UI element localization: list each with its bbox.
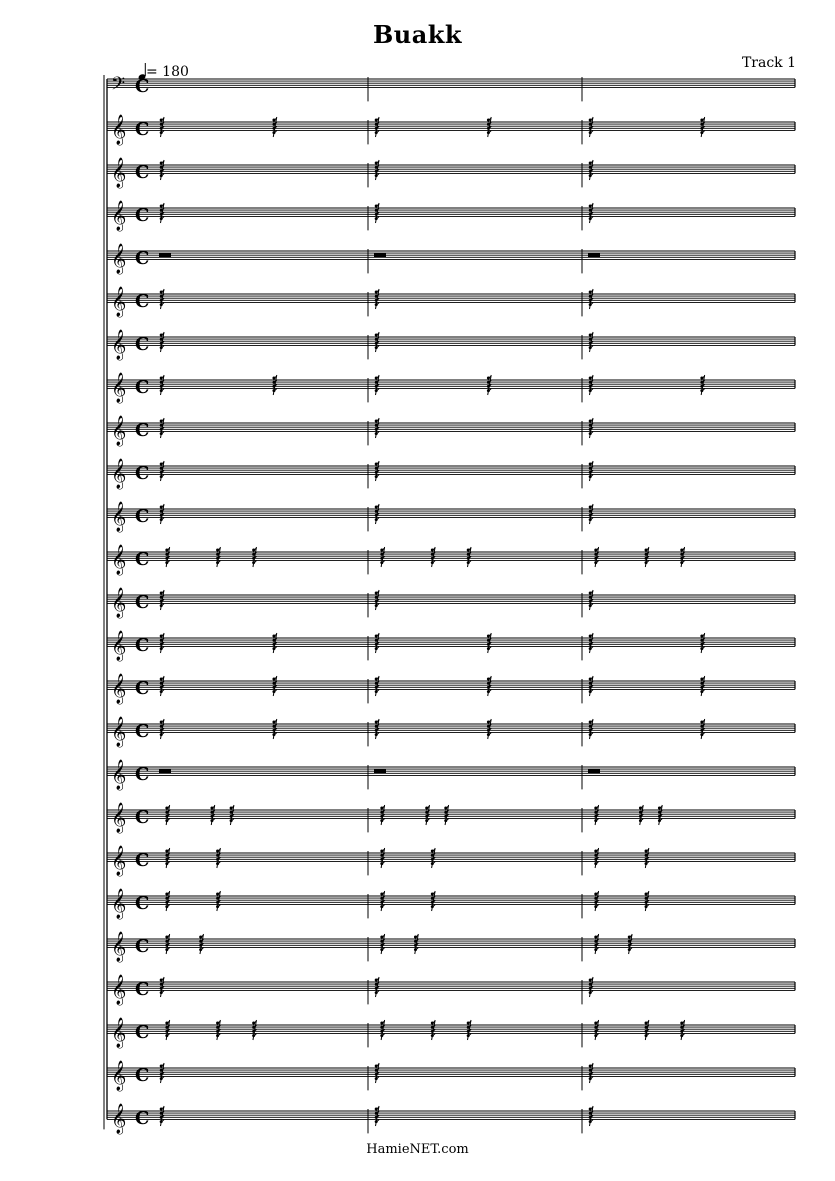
svg-text:𝄞: 𝄞 <box>111 760 127 790</box>
rest-symbol <box>589 375 593 395</box>
treble-clef-icon <box>111 114 126 146</box>
svg-text:𝄞: 𝄞 <box>111 717 127 747</box>
svg-text:𝄞: 𝄞 <box>111 330 127 360</box>
time-signature: C <box>135 248 150 269</box>
rest-symbol <box>272 676 276 696</box>
rest-symbol <box>645 848 649 868</box>
staff <box>107 74 795 101</box>
rest-symbol <box>380 805 384 825</box>
rest-symbol <box>487 375 491 395</box>
time-signature: C <box>135 76 150 97</box>
rest-symbol <box>216 848 220 868</box>
svg-text:𝄢: 𝄢 <box>111 74 126 99</box>
rest-symbol <box>589 1063 593 1083</box>
treble-clef-icon <box>111 974 126 1006</box>
rest-symbol <box>645 1020 649 1040</box>
rest-symbol <box>165 848 169 868</box>
svg-text:𝄞: 𝄞 <box>111 1018 127 1048</box>
rest-symbol <box>589 1106 593 1126</box>
rest-symbol <box>639 805 643 825</box>
staff <box>107 200 795 232</box>
time-signature: C <box>135 549 150 570</box>
time-signature: C <box>135 635 150 656</box>
rest-symbol <box>165 891 169 911</box>
rest-symbol <box>589 633 593 653</box>
time-signature: C <box>135 893 150 914</box>
rest-symbol <box>431 1020 435 1040</box>
staff <box>107 415 795 447</box>
svg-text:𝄞: 𝄞 <box>111 287 127 317</box>
rest-symbol <box>700 117 704 137</box>
svg-text:𝄞: 𝄞 <box>111 1061 127 1091</box>
treble-clef-icon <box>111 243 126 275</box>
rest-symbol <box>444 805 448 825</box>
treble-clef-icon <box>111 888 126 920</box>
rest-symbol <box>252 1020 256 1040</box>
rest-symbol <box>160 676 164 696</box>
time-signature: C <box>135 850 150 871</box>
rest-symbol <box>594 805 598 825</box>
rest-symbol <box>199 934 203 954</box>
rest-symbol <box>645 891 649 911</box>
rest-symbol <box>375 719 379 739</box>
whole-rest <box>374 769 386 773</box>
treble-clef-icon <box>111 673 126 705</box>
svg-text:𝄞: 𝄞 <box>111 459 127 489</box>
rest-symbol <box>160 332 164 352</box>
time-signature: C <box>135 162 150 183</box>
rest-symbol <box>589 160 593 180</box>
treble-clef-icon <box>111 286 126 318</box>
rest-symbol <box>594 547 598 567</box>
svg-text:𝄞: 𝄞 <box>111 1104 127 1134</box>
staff <box>107 931 795 963</box>
rest-symbol <box>160 418 164 438</box>
treble-clef-icon <box>111 1103 126 1135</box>
staff <box>107 329 795 361</box>
rest-symbol <box>375 289 379 309</box>
time-signature: C <box>135 1022 150 1043</box>
staff <box>107 286 795 318</box>
staff <box>107 1103 795 1135</box>
rest-symbol <box>160 160 164 180</box>
score-title: Buakk <box>372 20 463 49</box>
svg-text:𝄞: 𝄞 <box>111 416 127 446</box>
svg-text:𝄞: 𝄞 <box>111 115 127 145</box>
whole-rest <box>588 769 600 773</box>
svg-text:𝄞: 𝄞 <box>111 803 127 833</box>
treble-clef-icon <box>111 759 126 791</box>
bass-clef-icon <box>111 74 125 99</box>
rest-symbol <box>658 805 662 825</box>
rest-symbol <box>375 676 379 696</box>
rest-symbol <box>160 117 164 137</box>
svg-text:𝄞: 𝄞 <box>111 201 127 231</box>
rest-symbol <box>594 1020 598 1040</box>
rest-symbol <box>165 1020 169 1040</box>
rest-symbol <box>380 934 384 954</box>
rest-symbol <box>645 547 649 567</box>
rest-symbol <box>216 547 220 567</box>
rest-symbol <box>380 547 384 567</box>
rest-symbol <box>272 375 276 395</box>
rest-symbol <box>431 547 435 567</box>
rest-symbol <box>375 332 379 352</box>
rest-symbol <box>594 848 598 868</box>
svg-text:𝄞: 𝄞 <box>111 373 127 403</box>
staff <box>107 458 795 490</box>
rest-symbol <box>375 977 379 997</box>
treble-clef-icon <box>111 716 126 748</box>
treble-clef-icon <box>111 415 126 447</box>
rest-symbol <box>589 289 593 309</box>
svg-text:𝄞: 𝄞 <box>111 889 127 919</box>
svg-text:𝄞: 𝄞 <box>111 588 127 618</box>
tempo-marking: = 180 <box>146 64 189 80</box>
svg-text:𝄞: 𝄞 <box>111 158 127 188</box>
staff <box>107 974 795 1006</box>
rest-symbol <box>487 117 491 137</box>
svg-text:𝄞: 𝄞 <box>111 932 127 962</box>
footer-credit: HamieNET.com <box>366 1142 469 1157</box>
rest-symbol <box>589 676 593 696</box>
treble-clef-icon <box>111 157 126 189</box>
rest-symbol <box>160 977 164 997</box>
rest-symbol <box>487 633 491 653</box>
staff <box>107 1017 795 1049</box>
time-signature: C <box>135 291 150 312</box>
rest-symbol <box>628 934 632 954</box>
time-signature: C <box>135 979 150 1000</box>
treble-clef-icon <box>111 501 126 533</box>
svg-text:𝄞: 𝄞 <box>111 244 127 274</box>
rest-symbol <box>589 332 593 352</box>
rest-symbol <box>160 375 164 395</box>
rest-symbol <box>589 590 593 610</box>
rest-symbol <box>375 590 379 610</box>
rest-symbol <box>160 1106 164 1126</box>
rest-symbol <box>380 1020 384 1040</box>
rest-symbol <box>165 805 169 825</box>
rest-symbol <box>375 375 379 395</box>
whole-rest <box>588 253 600 257</box>
rest-symbol <box>380 848 384 868</box>
treble-clef-icon <box>111 200 126 232</box>
rest-symbol <box>487 719 491 739</box>
rest-symbol <box>272 719 276 739</box>
rest-symbol <box>594 934 598 954</box>
rest-symbol <box>700 676 704 696</box>
staff <box>107 157 795 189</box>
rest-symbol <box>700 375 704 395</box>
treble-clef-icon <box>111 845 126 877</box>
svg-text:𝄞: 𝄞 <box>111 975 127 1005</box>
rest-symbol <box>160 633 164 653</box>
staff <box>107 673 795 705</box>
time-signature: C <box>135 764 150 785</box>
treble-clef-icon <box>111 587 126 619</box>
svg-text:𝄞: 𝄞 <box>111 674 127 704</box>
time-signature: C <box>135 1108 150 1129</box>
staff <box>107 630 795 662</box>
rest-symbol <box>165 934 169 954</box>
time-signature: C <box>135 463 150 484</box>
rest-symbol <box>680 1020 684 1040</box>
staff <box>107 716 795 748</box>
instrument-name: Track 1 <box>741 55 796 71</box>
rest-symbol <box>160 504 164 524</box>
rest-symbol <box>375 117 379 137</box>
rest-symbol <box>160 203 164 223</box>
whole-rest <box>159 769 171 773</box>
treble-clef-icon <box>111 802 126 834</box>
rest-symbol <box>431 848 435 868</box>
staff <box>107 544 795 576</box>
staff <box>107 1060 795 1092</box>
treble-clef-icon <box>111 1017 126 1049</box>
rest-symbol <box>589 977 593 997</box>
time-signature: C <box>135 678 150 699</box>
rest-symbol <box>700 633 704 653</box>
whole-rest <box>159 253 171 257</box>
staff <box>107 114 795 146</box>
staff <box>107 802 795 834</box>
svg-text:𝄞: 𝄞 <box>111 502 127 532</box>
time-signature: C <box>135 506 150 527</box>
time-signature: C <box>135 936 150 957</box>
time-signature: C <box>135 420 150 441</box>
rest-symbol <box>589 504 593 524</box>
rest-symbol <box>165 547 169 567</box>
rest-symbol <box>375 160 379 180</box>
rest-symbol <box>487 676 491 696</box>
rest-symbol <box>210 805 214 825</box>
rest-symbol <box>252 547 256 567</box>
time-signature: C <box>135 721 150 742</box>
rest-symbol <box>589 117 593 137</box>
rest-symbol <box>216 1020 220 1040</box>
svg-text:𝄞: 𝄞 <box>111 846 127 876</box>
time-signature: C <box>135 807 150 828</box>
rest-symbol <box>160 719 164 739</box>
treble-clef-icon <box>111 1060 126 1092</box>
rest-symbol <box>467 1020 471 1040</box>
staff <box>107 243 795 275</box>
rest-symbol <box>272 633 276 653</box>
rest-symbol <box>375 418 379 438</box>
rest-symbol <box>380 891 384 911</box>
rest-symbol <box>375 504 379 524</box>
rest-symbol <box>414 934 418 954</box>
rest-symbol <box>375 203 379 223</box>
time-signature: C <box>135 205 150 226</box>
whole-rest <box>374 253 386 257</box>
rest-symbol <box>160 461 164 481</box>
treble-clef-icon <box>111 544 126 576</box>
rest-symbol <box>375 633 379 653</box>
treble-clef-icon <box>111 329 126 361</box>
treble-clef-icon <box>111 372 126 404</box>
rest-symbol <box>160 1063 164 1083</box>
rest-symbol <box>216 891 220 911</box>
rest-symbol <box>431 891 435 911</box>
rest-symbol <box>375 461 379 481</box>
rest-symbol <box>700 719 704 739</box>
rest-symbol <box>375 1063 379 1083</box>
rest-symbol <box>375 1106 379 1126</box>
staff <box>107 501 795 533</box>
staff <box>107 587 795 619</box>
rest-symbol <box>589 203 593 223</box>
rest-symbol <box>589 719 593 739</box>
rest-symbol <box>425 805 429 825</box>
time-signature: C <box>135 377 150 398</box>
svg-text:𝄞: 𝄞 <box>111 631 127 661</box>
rest-symbol <box>589 461 593 481</box>
rest-symbol <box>160 590 164 610</box>
rest-symbol <box>680 547 684 567</box>
staff <box>107 759 795 791</box>
treble-clef-icon <box>111 630 126 662</box>
rest-symbol <box>589 418 593 438</box>
time-signature: C <box>135 592 150 613</box>
rest-symbol <box>230 805 234 825</box>
rest-symbol <box>467 547 471 567</box>
staff <box>107 888 795 920</box>
rest-symbol <box>594 891 598 911</box>
svg-text:𝄞: 𝄞 <box>111 545 127 575</box>
rest-symbol <box>272 117 276 137</box>
time-signature: C <box>135 1065 150 1086</box>
treble-clef-icon <box>111 931 126 963</box>
rest-symbol <box>160 289 164 309</box>
staff <box>107 845 795 877</box>
treble-clef-icon <box>111 458 126 490</box>
time-signature: C <box>135 334 150 355</box>
staff <box>107 372 795 404</box>
time-signature: C <box>135 119 150 140</box>
